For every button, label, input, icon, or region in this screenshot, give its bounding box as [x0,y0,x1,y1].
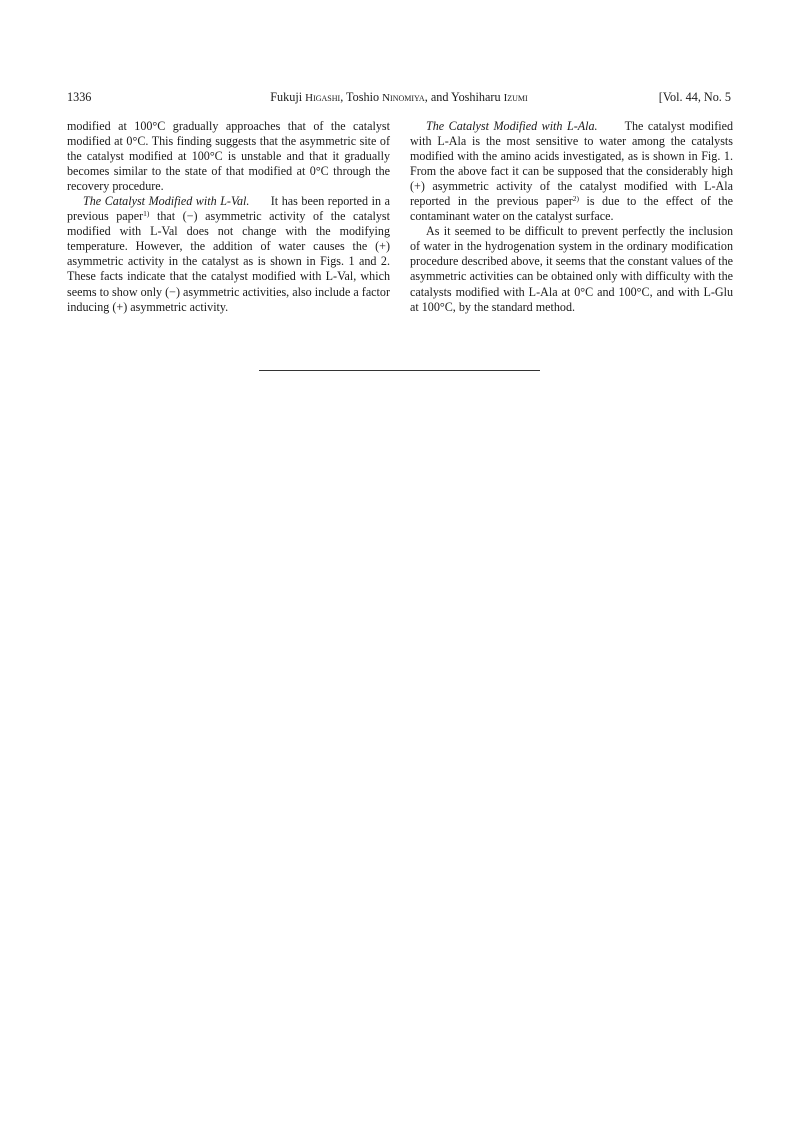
right-column [410,119,733,315]
running-header [67,90,731,104]
volume-info: [Vol. 44, No. 5 [658,90,731,104]
section-heading-l-ala: The Catalyst Modified with L-Ala. [426,119,598,133]
left-column [67,119,390,315]
reference-marker: 1) [143,209,150,219]
running-header-authors: Fukuji Higashi, Toshio Ninomiya, and Yoshiharu Izumi [270,90,528,104]
paragraph-l-val: The Catalyst Modified with L-Val. It has been reported in a previous paper$^{1)}$ that (−) asymmetric activity of the catalyst modified with L-Val does not change with the modifying temperature. However, the addition of water causes the (+) asymmetric activity in the catalyst as is shown in Figs. 1 and 2. These facts indicate that the catalyst modified with L-Val, which seems to show only (−) asymmetric activities, also include a factor inducing (+) asymmetric activity. [67,194,390,314]
reference-marker: 2) [572,194,580,204]
paragraph-recovery: modified at 100°C gradually approaches that of the catalyst modified at 0°C. This finding suggests that the asymmetric site of the catalyst modified at 100°C is unstable and that it gradually becomes similar to the state of that modified at 0°C through the recovery procedure. [67,119,390,194]
paragraph-l-ala: The Catalyst Modified with L-Ala. The catalyst modified with L-Ala is the most sensitive to water among the catalysts modified with the amino acids investigated, as is shown in Fig. 1. From the above fact it can be supposed that the considerably high (+) asymmetric activity of the catalyst modified with L-Ala reported in the previous paper$^{2)}$ is due to the effect of the contaminant water on the catalyst surface. [410,119,733,224]
end-rule [259,370,540,371]
section-heading-l-val: The Catalyst Modified with L-Val. [83,194,250,209]
page-number: 1336 [67,90,92,104]
paragraph-conclusion: As it seemed to be difficult to prevent perfectly the inclusion of water in the hydrogenation system in the ordinary modification procedure described above, it seems that the constant values of the asymmetric activities can be obtained only with difficulty with the catalysts modified with L-Ala at 0°C and 100°C, and with L-Glu at 100°C, by the standard method. [410,224,733,314]
